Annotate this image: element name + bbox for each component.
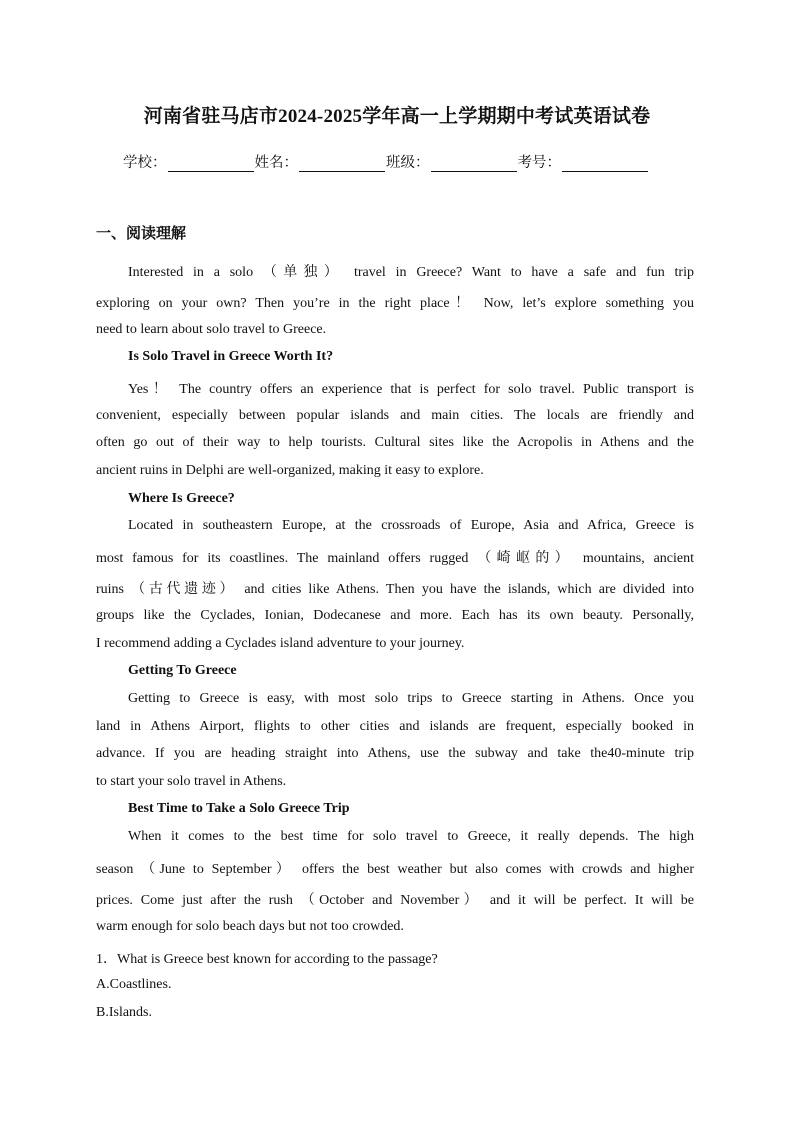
number-blank[interactable] [562,157,648,172]
passage-line: often go out of their way to help tourists. Cultural sites like the Acropolis in Athens and the [96,435,694,450]
passage-line: exploring on your own? Then you’re in the right place！ Now, let’s explore something you [96,296,694,311]
passage-line: Yes！ The country offers an experience that is perfect for solo travel. Public transport is [128,382,694,397]
passage-line: convenient, especially between popular islands and main cities. The locals are friendly and [96,408,694,423]
passage-line: prices. Come just after the rush （October and November） and it will be perfect. It will be [96,893,694,908]
subheading: Getting To Greece [128,663,237,678]
section-heading: 一、阅读理解 [96,224,187,242]
passage-line: season （June to September） offers the best weather but also comes with crowds and higher [96,862,694,877]
passage-line: need to learn about solo travel to Greece. [96,322,327,337]
subheading: Is Solo Travel in Greece Worth It? [128,349,334,364]
passage-line: When it comes to the best time for solo travel to Greece, it really depends. The high [128,829,694,844]
name-label: 姓名： [254,155,298,171]
passage-line: warm enough for solo beach days but not too crowded. [96,919,404,934]
passage-line: most famous for its coastlines. The mainland offers rugged （崎岖的） mountains, ancient [96,551,694,566]
subheading: Best Time to Take a Solo Greece Trip [128,801,350,816]
passage-line: Getting to Greece is easy, with most solo trips to Greece starting in Athens. Once you [128,691,694,706]
subheading: Where Is Greece? [128,491,235,506]
class-blank[interactable] [431,157,517,172]
class-label: 班级： [386,155,430,171]
school-label: 学校： [123,155,167,171]
name-blank[interactable] [299,157,385,172]
question-stem: 1．What is Greece best known for according to the passage? [96,952,438,967]
passage-line: Interested in a solo （单独） travel in Greece? Want to have a safe and fun trip [128,265,694,280]
exam-title: 河南省驻马店市2024-2025学年高一上学期期中考试英语试卷 [143,106,651,127]
passage-line: to start your solo travel in Athens. [96,774,287,789]
passage-line: advance. If you are heading straight into Athens, use the subway and take the40-minute trip [96,746,694,761]
school-blank[interactable] [168,157,254,172]
passage-line: land in Athens Airport, flights to other cities and islands are frequent, especially booked in [96,719,694,734]
passage-line: I recommend adding a Cyclades island adventure to your journey. [96,636,465,651]
option-b[interactable]: B.Islands. [96,1005,152,1020]
number-label: 考号： [517,155,561,171]
option-a[interactable]: A.Coastlines. [96,977,172,992]
passage-line: ancient ruins in Delphi are well-organized, making it easy to explore. [96,463,484,478]
passage-line: groups like the Cyclades, Ionian, Dodecanese and more. Each has its own beauty. Personally, [96,608,694,623]
passage-line: Located in southeastern Europe, at the crossroads of Europe, Asia and Africa, Greece is [128,518,694,533]
student-info-row [123,151,683,172]
passage-line: ruins （古代遗迹） and cities like Athens. Then you have the islands, which are divided into [96,582,694,597]
